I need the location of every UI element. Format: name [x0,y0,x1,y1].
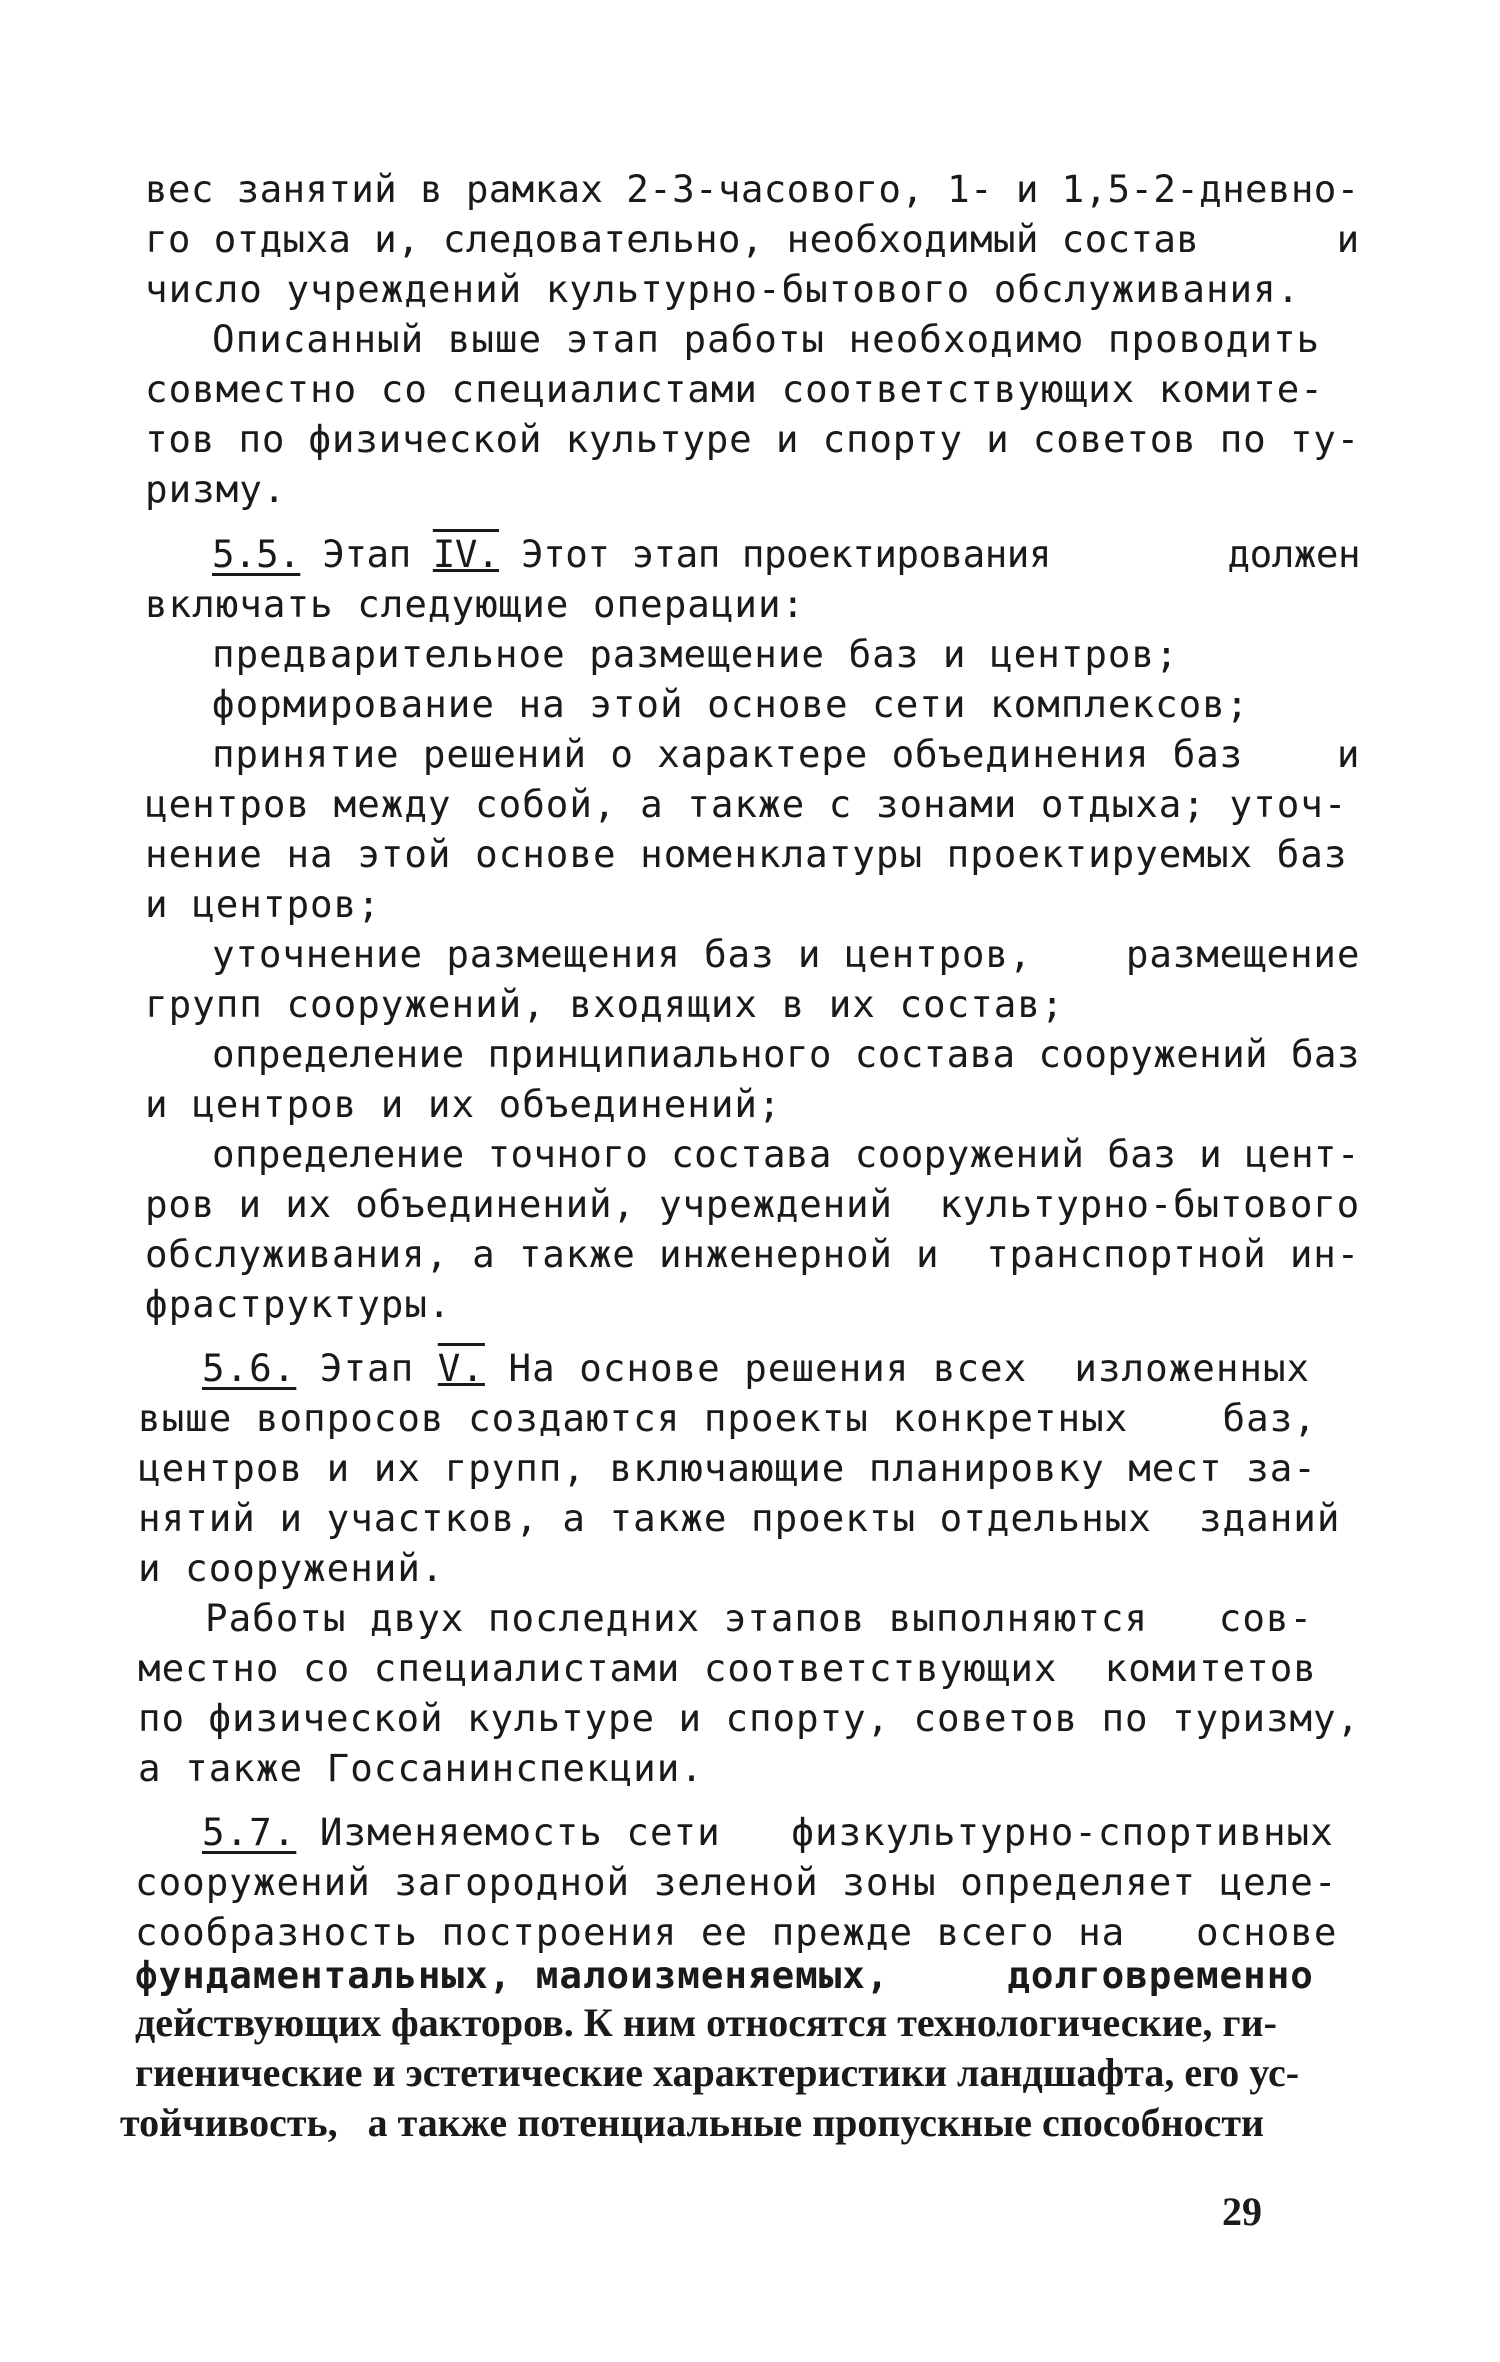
text-line: а также Госсанинспекции. [138,1746,704,1790]
text-line: центров между собой, а также с зонами отдыха; уточ- [145,782,1348,826]
section-number: 5.7. [202,1810,297,1854]
text-line: центров и их групп, включающие планировку мест за- [138,1446,1317,1490]
text-line: Изменяемость сети физкультурно-спортивных [319,1810,1334,1854]
stage-label: Этап [322,532,411,576]
section-5-5-heading [212,534,1360,574]
text-line: вес занятий в рамках 2-3-часового, 1- и 1,5-2-дневно- [145,167,1360,211]
page-number: 29 [1222,2189,1262,2234]
text-line: определение принципиального состава сооружений баз [212,1032,1360,1076]
text-line: нение на этой основе номенклатуры проектируемых баз [145,832,1348,876]
text-line: Описанный выше этап работы необходимо проводить [212,317,1321,361]
text-line: тойчивость, а также потенциальные пропускные способности [120,2100,1265,2145]
text-line: обслуживания, а также инженерной и транспортной ин- [145,1232,1360,1276]
stage-numeral: V. [437,1346,485,1390]
text-line: и сооружений. [138,1546,445,1590]
text-line: фраструктуры. [145,1282,452,1326]
text-line: определение точного состава сооружений баз и цент- [212,1132,1360,1176]
text-line: число учреждений культурно-бытового обслуживания. [145,267,1301,311]
text-line: нятий и участков, а также проекты отдельных зданий [138,1496,1341,1540]
stage-numeral: IV. [432,532,500,576]
text-line: гиенические и эстетические характеристики ландшафта, его ус- [135,2050,1300,2095]
text-line: совместно со специалистами соответствующих комите- [145,367,1324,411]
section-number: 5.5. [212,532,301,576]
text-line: групп сооружений, входящих в их состав; [145,982,1065,1026]
section-5-7-heading [202,1812,1334,1852]
text-line: На основе решения всех изложенных [508,1346,1311,1390]
text-line: принятие решений о характере объединения баз и [212,732,1361,776]
stage-label: Этап [319,1346,415,1390]
text-line: включать следующие операции: [145,582,806,626]
text-line: и центров; [145,882,381,926]
section-5-6-heading [202,1348,1310,1388]
text-line: и центров и их объединений; [145,1082,782,1126]
text-line: ризму. [145,467,287,511]
text-line: по физической культуре и спорту, советов по туризму, [138,1696,1360,1740]
text-line: Этот этап проектирования должен [521,532,1361,576]
text-line: го отдыха и, следовательно, необходимый состав и [145,217,1360,261]
text-line: ров и их объединений, учреждений культурно-бытового [145,1182,1360,1226]
text-line: местно со специалистами соответствующих комитетов [138,1646,1317,1690]
text-line: предварительное размещение баз и центров; [212,632,1179,676]
text-line: тов по физической культуре и спорту и советов по ту- [145,417,1360,461]
section-number: 5.6. [202,1346,297,1390]
text-line: сооружений загородной зеленой зоны определяет целе- [135,1860,1338,1904]
text-line: формирование на этой основе сети комплексов; [212,682,1250,726]
text-line: Работы двух последних этапов выполняются сов- [205,1596,1314,1640]
text-line: сообразность построения ее прежде всего на основе [135,1910,1338,1954]
text-line: выше вопросов создаются проекты конкретных баз, [138,1396,1317,1440]
text-line: действующих факторов. К ним относятся технологические, ги- [135,2000,1277,2045]
text-line: уточнение размещения баз и центров, размещение [212,932,1361,976]
text-line: фундаментальных, малоизменяемых, долговременно [135,1953,1314,1997]
